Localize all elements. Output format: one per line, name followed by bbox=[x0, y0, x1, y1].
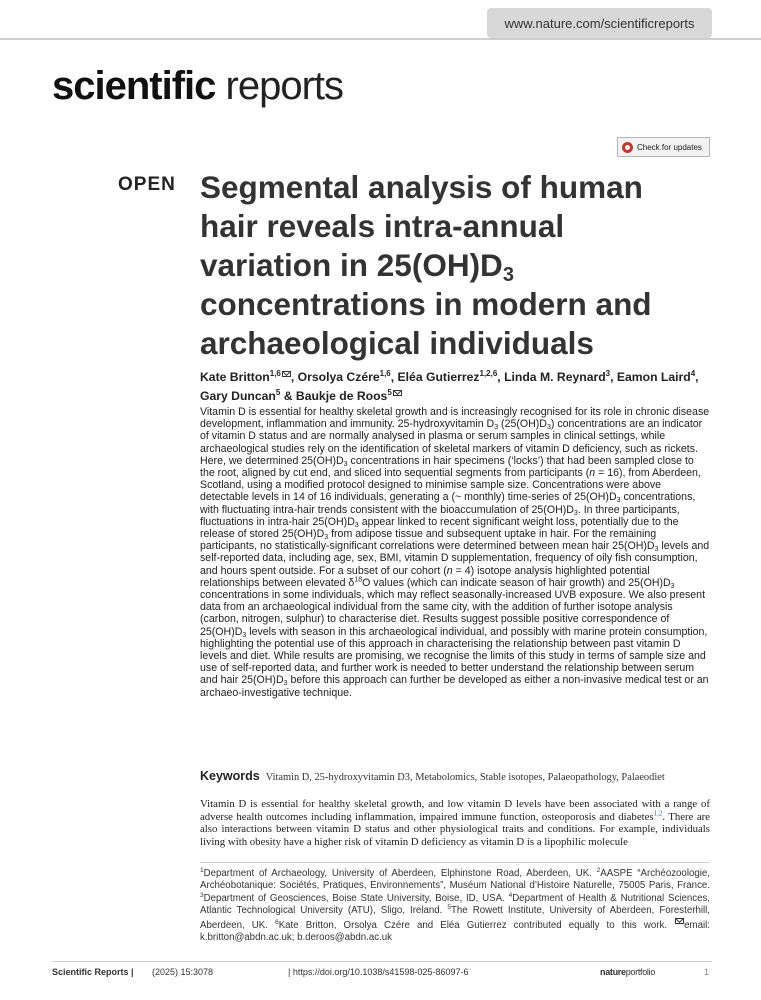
superscript: 5 bbox=[447, 903, 451, 911]
author-name[interactable]: Kate Britton bbox=[200, 370, 270, 385]
text-run: = 4) isotope analysis highlighted potential relationships between elevated δ bbox=[200, 564, 650, 589]
subscript: 3 bbox=[354, 521, 359, 529]
author-affiliation-sup: 1,2,6 bbox=[479, 369, 498, 378]
footnote-divider bbox=[200, 862, 710, 863]
keywords-values: Vitamin D, 25-hydroxyvitamin D3, Metabolomics, Stable isotopes, Palaeopathology, Palaeodiet bbox=[265, 772, 665, 783]
text-run: before this approach can further be developed as either a non-invasive medical test or an archaeo-investigative technique. bbox=[200, 674, 709, 699]
publisher-bold: nature bbox=[600, 967, 626, 977]
text-run: ) concentrations are an indicator of vitamin D status and are normally analysed in plasma or serum samples in clinical settings, while archaeological studies rely on the identification of skeletal markers of vitamin D deficiency, such as rickets. Here, we determined 25(OH)D bbox=[200, 418, 703, 467]
text-run: Kate Britton, Orsolya Czére and Eléa Gutierrez contributed equally to this work. bbox=[278, 919, 675, 931]
header-divider bbox=[0, 38, 761, 40]
superscript: 18 bbox=[354, 576, 363, 584]
email-icon[interactable] bbox=[282, 371, 291, 377]
text-run: O values (which can indicate season of hair growth) and 25(OH)D bbox=[362, 576, 671, 589]
keywords bbox=[200, 769, 710, 783]
body-text-part-1: Vitamin D is essential for healthy skeletal growth, and low vitamin D levels have been associated with a range of adverse health outcomes including inflammation, impaired immune function, osteoporosis and diabetes bbox=[200, 798, 710, 823]
text-run: = 16), from Aberdeen, Scotland, using a modified protocol designed to minimise sample size. Concentrations were above detectable levels in 14 of 16 individuals, generating a (~ monthly) time-series of 25(OH)D bbox=[200, 467, 701, 504]
subscript: 3 bbox=[654, 546, 659, 554]
subscript: 3 bbox=[494, 424, 499, 432]
body-text-part-2: . There are also interactions between vitamin D status and other physiological traits and conditions. For example, individuals living with obesity have a higher risk of vitamin D deficiency as vitamin D is a lipophilic molecule bbox=[200, 810, 711, 848]
check-for-updates-label: Check for updates bbox=[637, 142, 702, 152]
text-run: . In three participants, fluctuations in intra-hair 25(OH)D bbox=[200, 503, 680, 528]
author-separator: , bbox=[610, 370, 617, 385]
text-run: levels and self-reported data, including age, sex, BMI, vitamin D supplementation, frequency of oily fish consumption, and hours spent outside. For a subset of our cohort ( bbox=[200, 540, 710, 577]
author-separator: , bbox=[695, 370, 699, 385]
text-run: Department of Geosciences, Boise State University, Boise, ID, USA. bbox=[203, 892, 509, 904]
keywords-label: Keywords bbox=[200, 769, 260, 783]
text-run: levels with season in this archaeological individual, and possibly with marine protein consumption, highlighting the potential use of this approach in characterising the relationship between past vitamin D levels and diet. While results are promising, we recognise the limits of this study in terms of sample size and use of self-reported data, and further work is needed to better understand the relationship between serum and hair 25(OH)D bbox=[200, 625, 708, 687]
author-affiliation-sup: 1,6 bbox=[269, 369, 281, 378]
email-icon bbox=[675, 918, 684, 924]
text-run: from adipose tissue and subsequent uptake in hair. For the remaining participants, no statistically-significant correlations were determined between mean hair 25(OH)D bbox=[200, 528, 657, 553]
reference-link[interactable]: 1,2 bbox=[653, 809, 663, 817]
title-part-1: Segmental analysis of human hair reveals intra-annual variation in 25(OH)D bbox=[200, 169, 643, 283]
superscript: 4 bbox=[508, 891, 513, 899]
author-name[interactable]: Baukje de Roos bbox=[295, 389, 388, 404]
author-separator: , bbox=[497, 370, 505, 385]
text-run: The Rowett Institute, University of Aberdeen, Foresterhill, Aberdeen, UK. bbox=[200, 905, 710, 931]
author-affiliation-sup: 5 bbox=[387, 388, 392, 398]
superscript: 2 bbox=[596, 866, 601, 874]
author-affiliation-sup: 1,6 bbox=[379, 369, 391, 378]
superscript: 6 bbox=[275, 918, 279, 926]
subscript: 3 bbox=[616, 497, 621, 505]
footer-divider bbox=[52, 961, 712, 962]
text-run: AASPE “Archéozoologie, Archéobotanique: Sociétés, Pratiques, Environnements”, Muséum National d’Histoire Naturelle, 75005 Paris, France. bbox=[200, 868, 710, 892]
check-for-updates-button[interactable] bbox=[617, 137, 710, 157]
text-run: (25(OH)D bbox=[498, 418, 547, 431]
text-run: concentrations, with fluctuating intra-hair trends consistent with the bioaccumulation of 25(OH)D bbox=[200, 491, 696, 516]
page-number: 1 bbox=[704, 967, 710, 977]
open-access-label: OPEN bbox=[118, 174, 176, 195]
logo-bold-text: scientific bbox=[52, 64, 216, 108]
body-text bbox=[200, 798, 710, 848]
text-run: email: k.britton@abdn.ac.uk; b.deroos@abdn.ac.uk bbox=[200, 919, 710, 944]
subscript: 3 bbox=[283, 680, 288, 688]
text-run: Vitamin D is essential for healthy skeletal growth and is increasingly recognised for its role in chronic disease development, inflammation and immunity. 25-hydroxyvitamin D bbox=[200, 406, 710, 431]
publisher-light: portfolio bbox=[625, 967, 656, 977]
author-list bbox=[200, 366, 700, 404]
footer-volume: (2025) 15:3078 bbox=[152, 967, 214, 977]
text-run: concentrations in some individuals, which may reflect seasonally-increased UVB exposure. We also present data from an archaeological individual from the same city, with the addition of further isotope analysis (carbon, nitrogen, sulphur) to characterise diet. Results suggest possible positive correspondence of 25(OH)D bbox=[200, 589, 706, 638]
author-name[interactable]: Linda M. Reynard bbox=[504, 370, 606, 385]
author-separator: , bbox=[290, 370, 298, 385]
author-name[interactable]: Eamon Laird bbox=[616, 370, 691, 385]
publisher-logo bbox=[600, 967, 655, 977]
title-part-2: concentrations in modern and archaeological individuals bbox=[200, 286, 652, 361]
article-title bbox=[200, 168, 660, 363]
text-run: concentrations in hair specimens (‘locks’) that had been sampled close to the root, aligned by cut end, and sliced into sequential segments from participants ( bbox=[200, 454, 694, 480]
email-icon[interactable] bbox=[393, 390, 402, 396]
affiliations-footnote bbox=[200, 868, 710, 944]
subscript: 3 bbox=[573, 509, 578, 517]
italic-run: n bbox=[446, 564, 453, 577]
author-name[interactable]: Orsolya Czére bbox=[297, 370, 380, 385]
logo-light-text: reports bbox=[225, 64, 344, 108]
footer-doi-link[interactable]: | https://doi.org/10.1038/s41598-025-86097-6 bbox=[288, 967, 469, 977]
author-separator: , bbox=[390, 370, 398, 385]
author-affiliation-sup: 5 bbox=[275, 388, 281, 398]
author-separator: & bbox=[280, 389, 296, 404]
page-footer bbox=[52, 967, 712, 981]
abstract bbox=[200, 406, 710, 699]
text-run: appear linked to recent significant weight loss, potentially due to the release of stored 25(OH)D bbox=[200, 515, 679, 541]
journal-url-tab[interactable]: www.nature.com/scientificreports bbox=[487, 8, 712, 38]
journal-logo[interactable] bbox=[52, 64, 343, 109]
superscript: 1 bbox=[200, 866, 204, 874]
subscript: 3 bbox=[343, 460, 348, 468]
update-badge-icon bbox=[622, 142, 633, 153]
footer-journal: Scientific Reports | bbox=[52, 967, 134, 977]
author-affiliation-sup: 4 bbox=[690, 369, 696, 378]
author-name[interactable]: Eléa Gutierrez bbox=[397, 370, 480, 385]
superscript: 3 bbox=[200, 891, 204, 899]
subscript: 3 bbox=[670, 582, 675, 590]
author-name[interactable]: Gary Duncan bbox=[200, 389, 276, 404]
italic-run: n bbox=[589, 467, 596, 480]
subscript: 3 bbox=[546, 424, 551, 432]
title-subscript: 3 bbox=[502, 264, 514, 286]
subscript: 3 bbox=[324, 534, 329, 542]
subscript: 3 bbox=[242, 631, 247, 639]
text-run: Department of Archaeology, University of Aberdeen, Elphinstone Road, Aberdeen, UK. bbox=[203, 868, 597, 879]
text-run: Department of Health & Nutritional Sciences, Atlantic Technological University (ATU), Sligo, Ireland. bbox=[200, 892, 711, 917]
author-affiliation-sup: 3 bbox=[605, 369, 611, 378]
